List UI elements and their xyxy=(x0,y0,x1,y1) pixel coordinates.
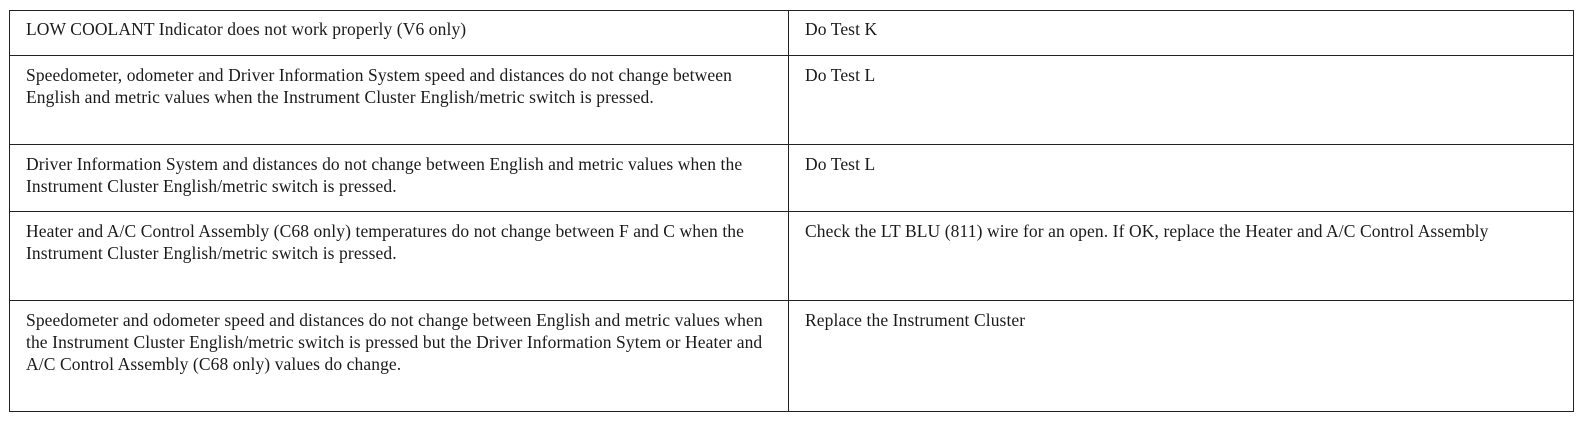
action-cell: Check the LT BLU (811) wire for an open. If OK, replace the Heater and A/C Control Assembly xyxy=(789,212,1574,301)
table-row xyxy=(10,11,1574,56)
symptom-cell: Driver Information System and distances do not change between English and metric values when the Instrument Cluster English/metric switch is pressed. xyxy=(10,145,789,212)
symptom-cell: Speedometer, odometer and Driver Information System speed and distances do not change between English and metric values when the Instrument Cluster English/metric switch is pressed. xyxy=(10,56,789,145)
diagnostic-table xyxy=(9,10,1574,412)
symptom-cell: Speedometer and odometer speed and distances do not change between English and metric values when the Instrument Cluster English/metric switch is pressed but the Driver Information Sytem or Heater and A/C Control Assembly (C68 only) values do change. xyxy=(10,301,789,412)
table-row xyxy=(10,301,1574,412)
table-row xyxy=(10,56,1574,145)
action-cell: Do Test L xyxy=(789,56,1574,145)
action-cell: Do Test K xyxy=(789,11,1574,56)
action-cell: Replace the Instrument Cluster xyxy=(789,301,1574,412)
table-row xyxy=(10,212,1574,301)
table-row xyxy=(10,145,1574,212)
symptom-cell: Heater and A/C Control Assembly (C68 only) temperatures do not change between F and C when the Instrument Cluster English/metric switch is pressed. xyxy=(10,212,789,301)
symptom-cell: LOW COOLANT Indicator does not work properly (V6 only) xyxy=(10,11,789,56)
action-cell: Do Test L xyxy=(789,145,1574,212)
